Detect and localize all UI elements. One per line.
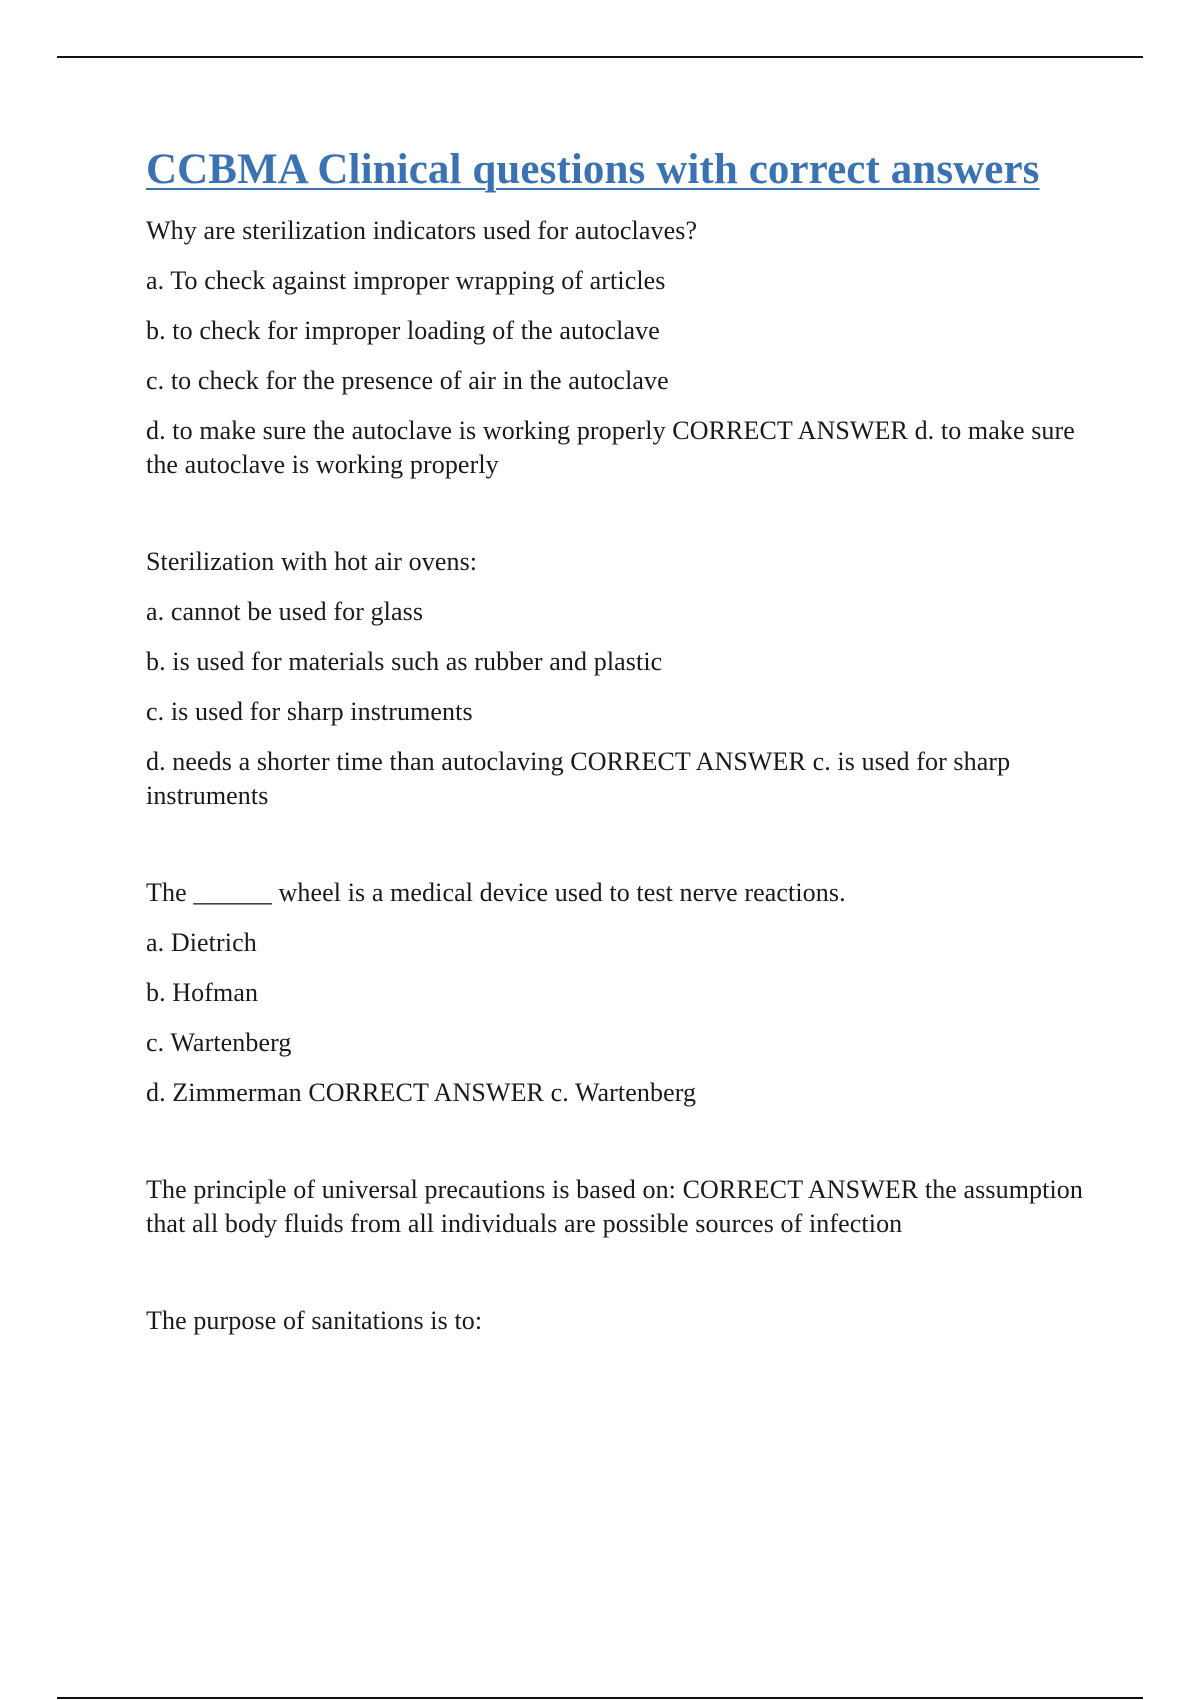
answer-option-c: c. Wartenberg [146, 1028, 292, 1057]
bottom-rule [57, 1697, 1143, 1699]
question-text: The purpose of sanitations is to: [146, 1306, 483, 1335]
answer-option-d: d. needs a shorter time than autoclaving CORRECT ANSWER c. is used for sharp instruments [146, 747, 1011, 810]
question-with-answer: The principle of universal precautions is based on: CORRECT ANSWER the assumption that all body fluids from all individuals are possible sources of infection [146, 1175, 1083, 1238]
question-text: The ______ wheel is a medical device used to test nerve reactions. [146, 878, 846, 907]
question-text: Sterilization with hot air ovens: [146, 547, 478, 576]
top-rule [57, 56, 1143, 58]
answer-option-a: a. Dietrich [146, 928, 257, 957]
question-block-3 [146, 876, 1091, 1110]
answer-option-d: d. to make sure the autoclave is working properly CORRECT ANSWER d. to make sure the autoclave is working properly [146, 416, 1075, 479]
answer-option-c: c. is used for sharp instruments [146, 697, 473, 726]
question-block-1 [146, 214, 1091, 482]
question-text: Why are sterilization indicators used for autoclaves? [146, 216, 698, 245]
question-block-4 [146, 1173, 1091, 1241]
question-block-2 [146, 545, 1091, 813]
answer-option-b: b. Hofman [146, 978, 259, 1007]
answer-option-b: b. to check for improper loading of the autoclave [146, 316, 660, 345]
answer-option-b: b. is used for materials such as rubber and plastic [146, 647, 663, 676]
answer-option-c: c. to check for the presence of air in the autoclave [146, 366, 669, 395]
document-title: CCBMA Clinical questions with correct answers [146, 146, 1040, 193]
question-block-5 [146, 1304, 1091, 1338]
answer-option-d: d. Zimmerman CORRECT ANSWER c. Wartenberg [146, 1078, 697, 1107]
document-body [146, 140, 1091, 1354]
answer-option-a: a. cannot be used for glass [146, 597, 424, 626]
answer-option-a: a. To check against improper wrapping of articles [146, 266, 666, 295]
